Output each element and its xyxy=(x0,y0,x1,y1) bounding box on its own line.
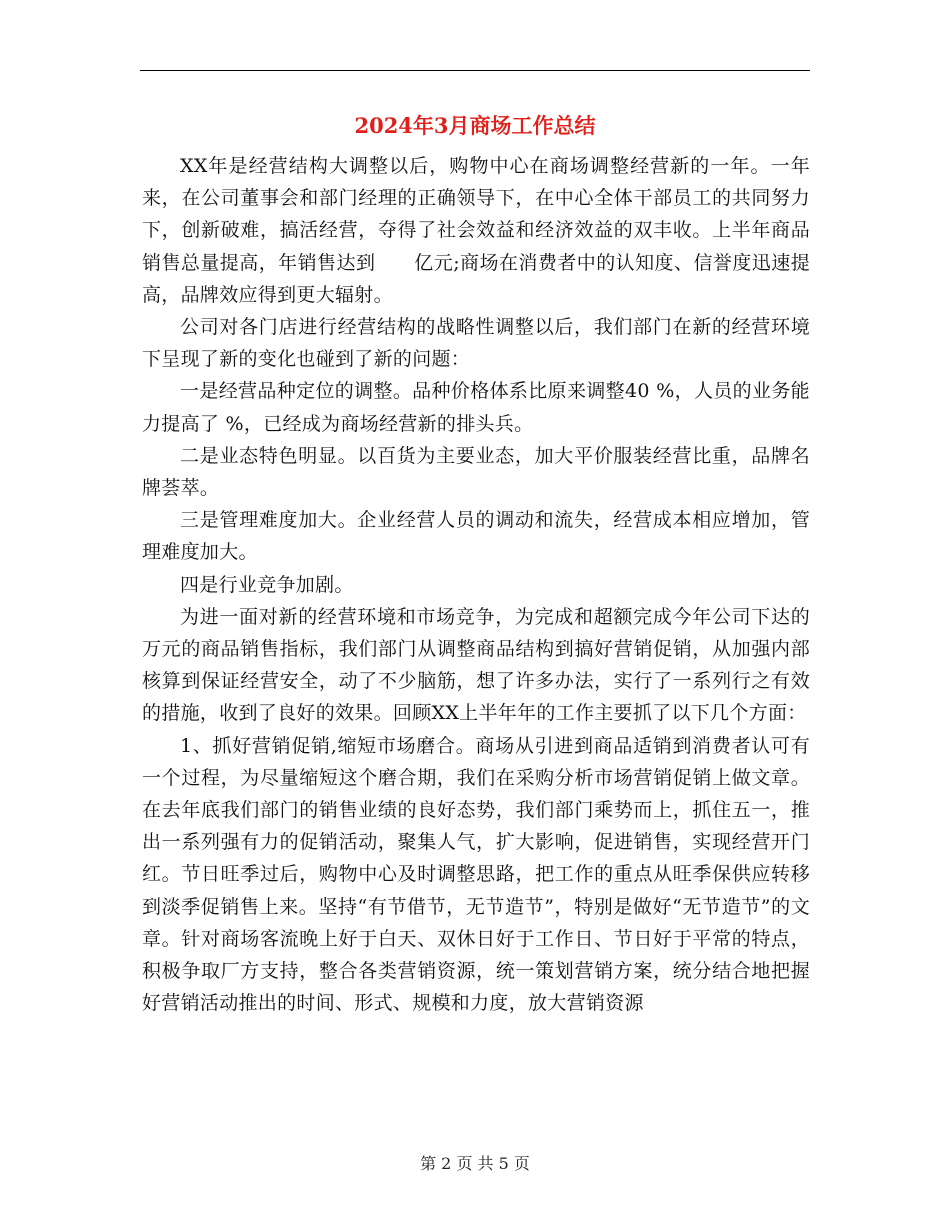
paragraph-point-one: 一是经营品种定位的调整。品种价格体系比原来调整40 %，人员的业务能力提高了 %，已经成为商场经营新的排头兵。 xyxy=(142,380,810,435)
document-title: 2024年3月商场工作总结 xyxy=(354,113,596,138)
header-rule xyxy=(140,70,810,71)
page-number: 第 2 页 共 5 页 xyxy=(420,1154,530,1173)
paragraph-item-one: 1、抓好营销促销,缩短市场磨合。商场从引进到商品适销到消费者认可有一个过程，为尽量缩短这个磨合期，我们在采购分析市场营销促销上做文章。在去年底我们部门的销售业绩的良好态势，我们部门乘势而上，抓住五一，推出一系列强有力的促销活动，聚集人气，扩大影响，促进销售，实现经营开门红。节日旺季过后，购物中心及时调整思路，把工作的重点从旺季保供应转移到淡季促销售上来。坚持“有节借节，无节造节”，特别是做好“无节造节”的文章。针对商场客流晚上好于白天、双休日好于工作日、节日好于平常的特点，积极争取厂方支持，整合各类营销资源，统一策划营销方案，统分结合地把握好营销活动推出的时间、形式、规模和力度，放大营销资源 xyxy=(142,734,810,1015)
paragraph-point-three: 三是管理难度加大。企业经营人员的调动和流失，经营成本相应增加，管理难度加大。 xyxy=(142,509,810,564)
paragraph-point-four: 四是行业竞争加剧。 xyxy=(180,573,354,596)
paragraph-intro: XX年是经营结构大调整以后，购物中心在商场调整经营新的一年。一年来，在公司董事会和部门经理的正确领导下，在中心全体干部员工的共同努力下，创新破难，搞活经营，夺得了社会效益和经济效益的双丰收。上半年商品销售总量提高，年销售达到 亿元;商场在消费者中的认知度、信誉度迅速提高，品牌效应得到更大辐射。 xyxy=(142,155,810,306)
paragraph-measures: 为进一面对新的经营环境和市场竞争，为完成和超额完成今年公司下达的万元的商品销售指标，我们部门从调整商品结构到搞好营销促销，从加强内部核算到保证经营安全，动了不少脑筋，想了许多办法，实行了一系列行之有效的措施，收到了良好的效果。回顾XX上半年年的工作主要抓了以下几个方面： xyxy=(142,605,810,725)
paragraph-point-two: 二是业态特色明显。以百货为主要业态，加大平价服装经营比重，品牌名牌荟萃。 xyxy=(142,444,810,500)
paragraph-restructuring: 公司对各门店进行经营结构的战略性调整以后，我们部门在新的经营环境下呈现了新的变化也碰到了新的问题： xyxy=(142,316,810,371)
document-body xyxy=(142,150,810,1019)
